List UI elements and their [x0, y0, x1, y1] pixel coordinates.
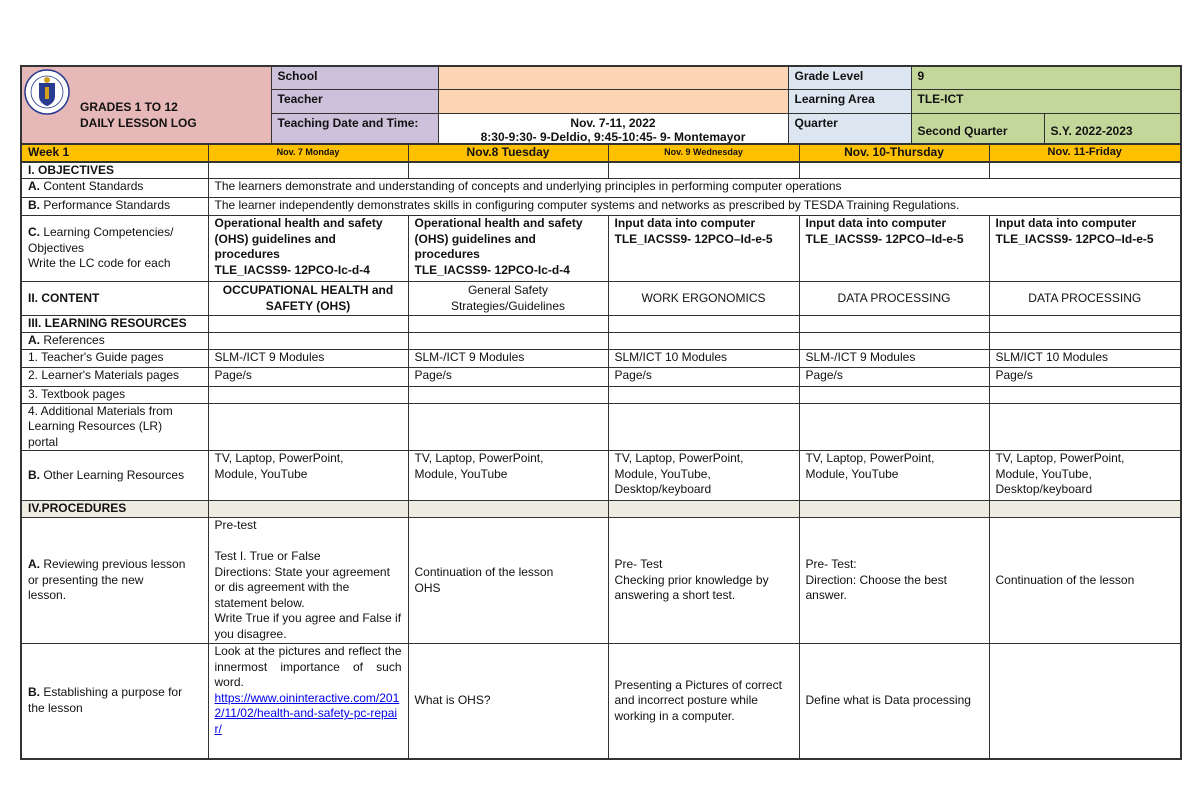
row-label — [21, 501, 208, 518]
row-label-prefix: A. — [28, 179, 40, 193]
row-label-prefix: A. — [28, 557, 40, 572]
table-row — [21, 198, 1181, 216]
table-row — [21, 316, 1181, 333]
learning-area-label: Learning Area — [788, 89, 911, 113]
row-label — [21, 179, 208, 198]
day-header-2: Nov.8 Tuesday — [408, 144, 608, 162]
resource-link[interactable]: https://www.oininteractive.com/2012/11/02/health-and-safety-pc-repair/ — [214, 690, 400, 736]
row-label-text: Establishing a purpose for the lesson — [28, 685, 183, 715]
row-label — [21, 216, 208, 282]
day-cell[interactable] — [989, 333, 1181, 350]
day-cell[interactable]: DATA PROCESSING — [989, 282, 1181, 316]
day-cell[interactable]: Operational health and safety (OHS) guidelines and procedures TLE_IACSS9- 12PCO-Ic-d-4 — [408, 216, 608, 282]
day-header-3: Nov. 9 Wednesday — [608, 144, 799, 162]
day-cell[interactable] — [989, 387, 1181, 404]
table-row — [21, 518, 1181, 644]
day-cell[interactable]: SLM/ICT 10 Modules — [608, 350, 799, 368]
row-label — [21, 387, 208, 404]
row-label — [21, 198, 208, 216]
day-cell[interactable]: Input data into computer TLE_IACSS9- 12PCO–Id-e-5 — [608, 216, 799, 282]
day-header-1: Nov. 7 Monday — [208, 144, 408, 162]
row-label-text: 2. Learner's Materials pages — [28, 368, 180, 382]
school-year-value[interactable]: S.Y. 2022-2023 — [1044, 114, 1181, 150]
table-row — [21, 333, 1181, 350]
row-label — [21, 350, 208, 368]
day-cell[interactable] — [989, 162, 1181, 179]
day-cell[interactable]: TV, Laptop, PowerPoint, Module, YouTube, Desktop/keyboard — [608, 451, 799, 501]
day-cell[interactable]: TV, Laptop, PowerPoint, Module, YouTube, Desktop/keyboard — [989, 451, 1181, 501]
day-cell[interactable]: Page/s — [408, 368, 608, 387]
title-line1: GRADES 1 TO 12 — [80, 100, 178, 114]
day-cell[interactable] — [799, 403, 989, 451]
row-label-text: 3. Textbook pages — [28, 387, 126, 401]
day-cell[interactable]: Look at the pictures and reflect the innermost importance of such word. https://www.oininteractive.com/2012/11/02/health-and-safety-pc-repair/ — [208, 644, 408, 759]
day-cell[interactable]: Define what is Data processing — [799, 644, 989, 759]
day-cell[interactable]: Operational health and safety (OHS) guidelines and procedures TLE_IACSS9- 12PCO-Ic-d-4 — [208, 216, 408, 282]
day-cell[interactable]: Pre- Test Checking prior knowledge by answering a short test. — [608, 518, 799, 644]
day-cell[interactable]: Page/s — [208, 368, 408, 387]
day-cell[interactable] — [208, 316, 408, 333]
row-label-prefix: IV.PROCEDURES — [28, 501, 127, 515]
table-row — [21, 451, 1181, 501]
date-line2: 8:30-9:30- 9-Deldio, 9:45-10:45- 9- Montemayor — [480, 130, 746, 145]
row-value[interactable]: The learners demonstrate and understanding of concepts and underlying principles in performing computer operations — [208, 179, 1181, 198]
day-cell[interactable]: WORK ERGONOMICS — [608, 282, 799, 316]
row-label — [21, 368, 208, 387]
day-cell[interactable] — [608, 316, 799, 333]
day-cell[interactable]: SLM-/ICT 9 Modules — [208, 350, 408, 368]
row-label — [21, 333, 208, 350]
day-cell[interactable]: Pre-test Test I. True or False Directions: State your agreement or dis agreement with the statement below. Write True if you agree and False if you disagree. — [208, 518, 408, 644]
day-cell[interactable] — [799, 333, 989, 350]
day-cell[interactable]: Presenting a Pictures of correct and incorrect posture while working in a computer. — [608, 644, 799, 759]
day-cell[interactable] — [608, 501, 799, 518]
row-label-text: Reviewing previous lesson or presenting the new lesson. — [28, 557, 186, 603]
day-cell[interactable]: SLM/ICT 10 Modules — [989, 350, 1181, 368]
day-header-row — [21, 144, 1181, 162]
day-cell[interactable] — [608, 387, 799, 404]
table-row — [21, 282, 1181, 316]
day-cell[interactable]: General Safety Strategies/Guidelines — [408, 282, 608, 316]
day-cell[interactable]: Page/s — [989, 368, 1181, 387]
table-row — [21, 644, 1181, 759]
day-cell[interactable] — [608, 403, 799, 451]
teacher-label: Teacher — [271, 89, 438, 113]
school-label: School — [271, 66, 438, 89]
day-cell[interactable]: Input data into computer TLE_IACSS9- 12PCO–Id-e-5 — [989, 216, 1181, 282]
row-label-prefix: B. — [28, 467, 40, 482]
header-table — [20, 65, 1182, 151]
day-cell[interactable] — [408, 387, 608, 404]
row-label — [21, 644, 208, 759]
day-cell[interactable] — [608, 333, 799, 350]
week-label: Week 1 — [21, 144, 208, 162]
deped-seal-logo-icon — [24, 69, 70, 115]
date-line1: Nov. 7-11, 2022 — [570, 116, 656, 131]
grade-level-label: Grade Level — [788, 66, 911, 89]
day-cell[interactable]: Input data into computer TLE_IACSS9- 12PCO–Id-e-5 — [799, 216, 989, 282]
day-header-5: Nov. 11-Friday — [989, 144, 1181, 162]
row-label-text: 1. Teacher's Guide pages — [28, 350, 164, 364]
table-row — [21, 162, 1181, 179]
title-cell — [21, 66, 271, 150]
row-label-text: Learning Competencies/ Objectives Write the LC code for each — [28, 225, 174, 271]
lesson-log-table — [20, 143, 1182, 760]
day-cell[interactable] — [208, 162, 408, 179]
day-cell[interactable]: Continuation of the lesson — [989, 518, 1181, 644]
teacher-field[interactable] — [438, 89, 788, 113]
table-row — [21, 179, 1181, 198]
day-cell[interactable]: SLM-/ICT 9 Modules — [799, 350, 989, 368]
day-cell[interactable] — [408, 316, 608, 333]
day-cell[interactable] — [989, 316, 1181, 333]
school-field[interactable] — [438, 66, 788, 89]
row-label-prefix: I. OBJECTIVES — [28, 162, 115, 177]
day-cell[interactable]: TV, Laptop, PowerPoint, Module, YouTube — [408, 451, 608, 501]
row-label-prefix: B. — [28, 685, 40, 700]
learning-area-value[interactable]: TLE-ICT — [911, 89, 1181, 113]
row-label-text: Content Standards — [40, 179, 144, 193]
table-row — [21, 403, 1181, 451]
row-label — [21, 518, 208, 644]
day-cell[interactable] — [408, 501, 608, 518]
day-cell[interactable] — [208, 387, 408, 404]
row-label-prefix: B. — [28, 198, 40, 212]
table-row — [21, 387, 1181, 404]
row-label-text: 4. Additional Materials from Learning Resources (LR) portal — [28, 403, 173, 449]
day-cell[interactable] — [989, 501, 1181, 518]
day-cell[interactable]: Continuation of the lesson OHS — [408, 518, 608, 644]
row-label — [21, 282, 208, 316]
row-label — [21, 451, 208, 501]
table-row — [21, 368, 1181, 387]
quarter-label: Quarter — [788, 114, 911, 150]
day-cell[interactable]: TV, Laptop, PowerPoint, Module, YouTube — [208, 451, 408, 501]
day-cell[interactable]: OCCUPATIONAL HEALTH and SAFETY (OHS) — [208, 282, 408, 316]
day-cell[interactable] — [408, 403, 608, 451]
day-cell[interactable] — [208, 403, 408, 451]
table-row — [21, 350, 1181, 368]
day-cell[interactable] — [208, 333, 408, 350]
day-cell[interactable]: SLM-/ICT 9 Modules — [408, 350, 608, 368]
row-value[interactable]: The learner independently demonstrates skills in configuring computer systems and networks as prescribed by TESDA Training Regulations. — [208, 198, 1181, 216]
quarter-value[interactable]: Second Quarter — [911, 114, 1044, 150]
day-cell[interactable] — [799, 387, 989, 404]
day-cell[interactable] — [989, 644, 1181, 759]
day-cell[interactable] — [208, 501, 408, 518]
day-cell[interactable] — [799, 316, 989, 333]
title-line2: DAILY LESSON LOG — [80, 115, 197, 130]
day-cell[interactable] — [408, 333, 608, 350]
day-cell[interactable] — [608, 162, 799, 179]
teaching-date-label: Teaching Date and Time: — [271, 114, 438, 150]
row-label — [21, 316, 208, 333]
row-label-prefix: II. CONTENT — [28, 290, 100, 305]
row-label-text: Performance Standards — [40, 198, 171, 212]
day-cell[interactable]: TV, Laptop, PowerPoint, Module, YouTube — [799, 451, 989, 501]
day-cell[interactable] — [989, 403, 1181, 451]
day-cell[interactable]: What is OHS? — [408, 644, 608, 759]
day-cell[interactable]: Pre- Test: Direction: Choose the best answer. — [799, 518, 989, 644]
table-row — [21, 501, 1181, 518]
day-cell[interactable]: DATA PROCESSING — [799, 282, 989, 316]
day-cell[interactable]: Page/s — [799, 368, 989, 387]
row-label-prefix: III. LEARNING RESOURCES — [28, 316, 187, 330]
row-label-text: References — [40, 333, 105, 347]
day-cell[interactable]: Page/s — [608, 368, 799, 387]
day-cell[interactable] — [408, 162, 608, 179]
day-cell[interactable] — [799, 162, 989, 179]
row-label — [21, 403, 208, 451]
row-label-text: Other Learning Resources — [40, 467, 185, 482]
grade-level-value[interactable]: 9 — [911, 66, 1181, 89]
row-label — [21, 162, 208, 179]
day-header-4: Nov. 10-Thursday — [799, 144, 989, 162]
day-cell[interactable] — [799, 501, 989, 518]
table-row — [21, 216, 1181, 282]
row-label-prefix: C. — [28, 225, 40, 240]
row-label-prefix: A. — [28, 333, 40, 347]
